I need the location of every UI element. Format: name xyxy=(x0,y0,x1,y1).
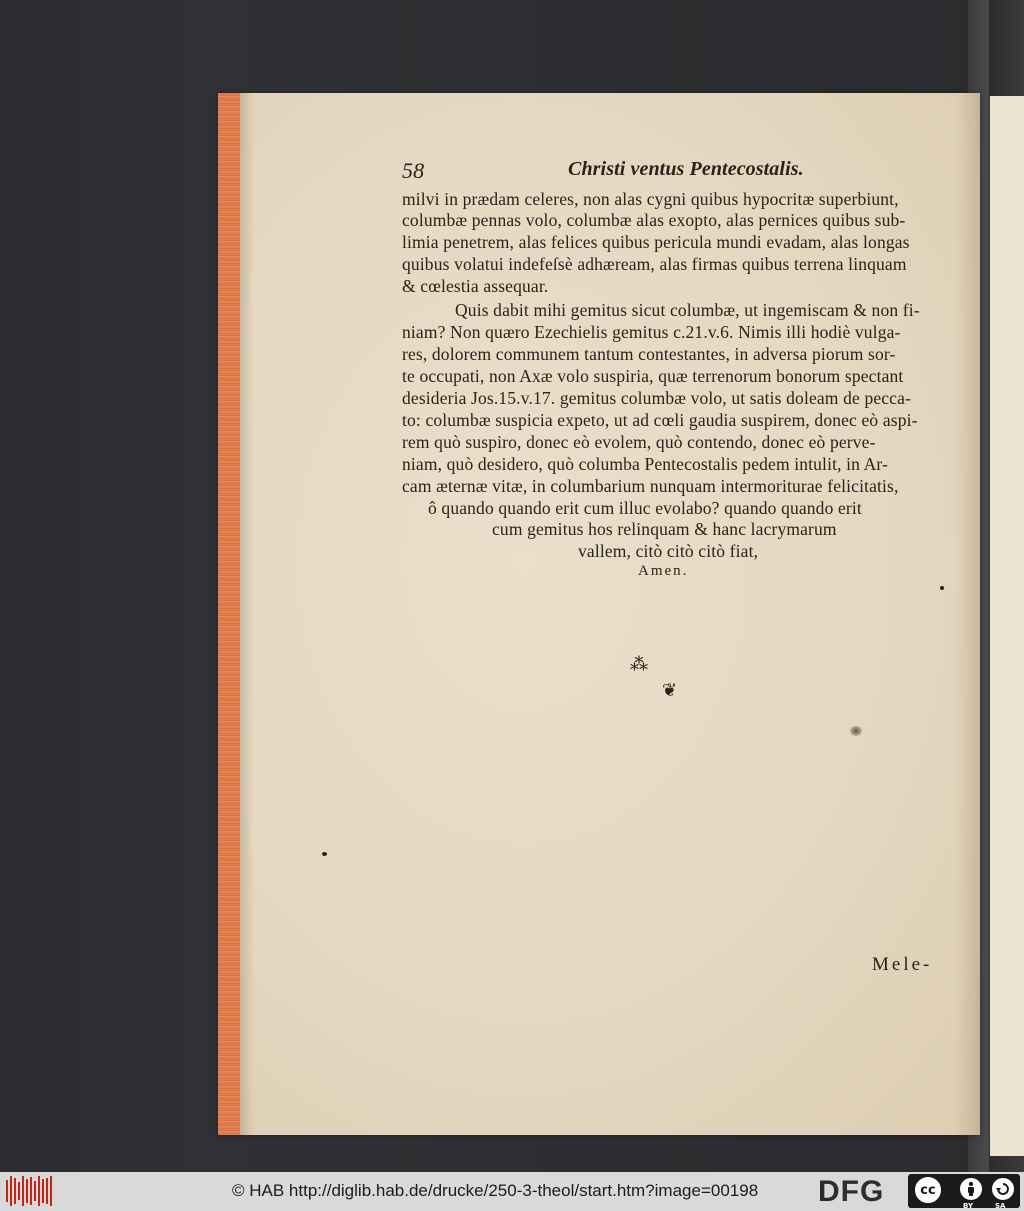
text-line: limia penetrem, alas felices quibus pericula mundi evadam, alas longas xyxy=(402,232,910,252)
catchword: Mele- xyxy=(872,954,933,975)
sa-label: SA xyxy=(995,1202,1006,1210)
text-line: cam æternæ vitæ, in columbarium nunquam intermoriturae felicitatis, xyxy=(402,476,899,496)
text-line: niam? Non quæro Ezechielis gemitus c.21.v.6. Nimis illi hodiè vulga- xyxy=(402,322,901,342)
ink-speck xyxy=(940,586,944,590)
page-gutter xyxy=(955,93,980,1135)
text-line: Quis dabit mihi gemitus sicut columbæ, ut ingemiscam & non fi- xyxy=(455,300,920,320)
hab-barcode-logo-icon xyxy=(6,1176,52,1206)
source-link[interactable]: © HAB http://diglib.hab.de/drucke/250-3-theol/start.htm?image=00198 xyxy=(232,1181,759,1200)
ink-smudge xyxy=(850,726,862,736)
page-number: 58 xyxy=(402,158,425,183)
text-line: res, dolorem communem tantum contestantes, in adversa piorum sor- xyxy=(402,344,896,364)
text-line: niam, quò desidero, quò columba Pentecostalis pedem intulit, in Ar- xyxy=(402,454,889,474)
ornament-top-icon: ⁂ xyxy=(630,654,648,675)
dfg-logo: DFG xyxy=(818,1175,885,1208)
text-line: ô quando quando erit cum illuc evolabo? quando quando erit xyxy=(428,498,862,518)
text-line: vallem, citò citò citò fiat, xyxy=(578,541,759,561)
text-line: cum gemitus hos relinquam & hanc lacrymarum xyxy=(492,519,837,539)
text-line: to: columbæ suspicia expeto, ut ad cœli gaudia suspirem, donec eò aspi- xyxy=(402,410,918,430)
text-line: desideria Jos.15.v.17. gemitus columbæ volo, ut satis doleam de pecca- xyxy=(402,388,911,408)
by-label: BY xyxy=(963,1202,974,1210)
text-line: quibus volatui indefeſsè adhæream, alas firmas quibus terrena linquam xyxy=(402,254,907,274)
text-line: columbæ pennas volo, columbæ alas exopto, alas pernices quibus sub- xyxy=(402,210,906,230)
cc-icon: cc xyxy=(913,1175,943,1205)
closing-amen: Amen. xyxy=(638,563,689,579)
person-icon xyxy=(965,1181,977,1197)
share-alike-arrow-icon xyxy=(995,1181,1011,1197)
ornament-bottom-icon: ❦ xyxy=(662,680,678,701)
share-alike-icon xyxy=(990,1176,1016,1202)
ink-speck xyxy=(322,852,327,856)
text-line: & cœlestia assequar. xyxy=(402,276,549,296)
page-edge-shadow xyxy=(240,93,254,1135)
text-line: te occupati, non Axæ volo suspiria, quæ terrenorum bonorum spectant xyxy=(402,366,904,386)
text-line: milvi in prædam celeres, non alas cygni quibus hypocritæ superbiunt, xyxy=(402,189,899,209)
adjacent-page xyxy=(990,96,1024,1156)
text-line: rem quò suspiro, donec eò evolem, quò contendo, donec eò perve- xyxy=(402,432,876,452)
page-fore-edge xyxy=(218,93,240,1135)
by-person-icon xyxy=(958,1176,984,1202)
running-head: Christi ventus Pentecostalis. xyxy=(568,158,804,180)
